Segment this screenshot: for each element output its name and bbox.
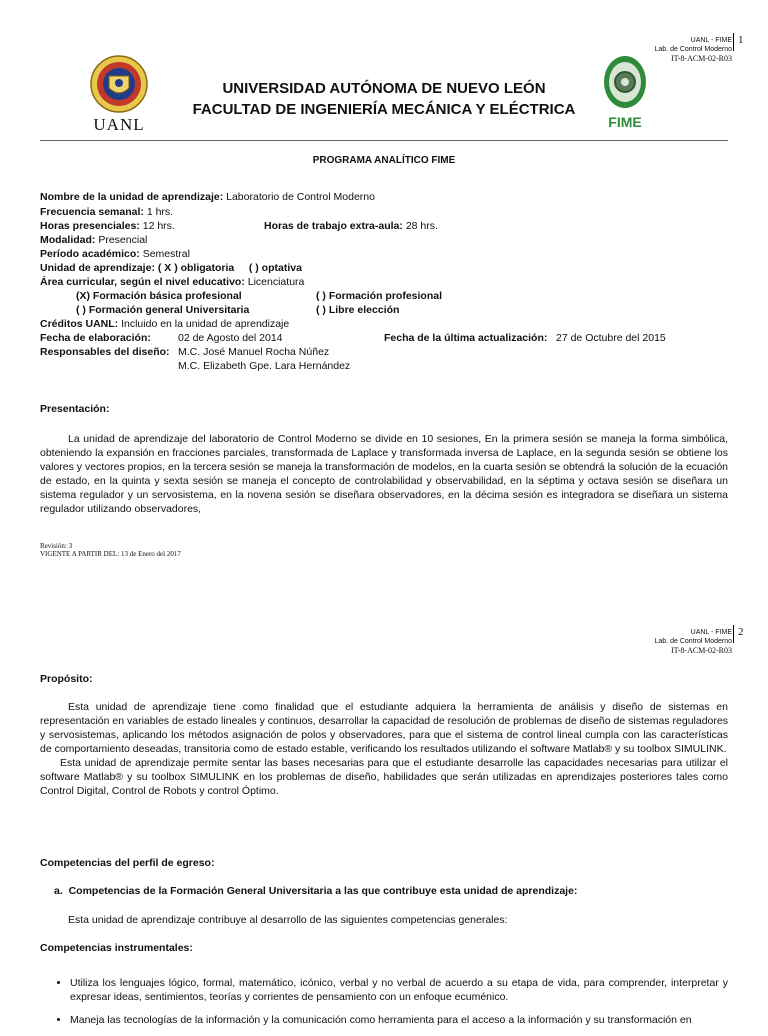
field-name: Nombre de la unidad de aprendizaje: Laboratorio de Control Moderno: [40, 191, 375, 203]
header-code: IT-8-ACM-02-R03: [670, 54, 732, 63]
field-update-value: 27 de Octubre del 2015: [556, 332, 666, 344]
presentation-text: La unidad de aprendizaje del laboratorio de Control Moderno se divide en 10 sesiones, En la primera sesión se maneja la forma simbólica, obteniendo la expansión en fracciones parciales, transformada de Laplace y transformada inversa de Laplace, en la segunda sesión se obtiene los valores y vectores propios, en la tercera sesión se maneja la transformación de modelos, en la cuarta sesión se obtendrá la solución de la ecuación de estado, en la quinta y sexta sesión se maneja el concepto de controlabilidad y observabilidad, en la séptima y octava sesión se diseñara un sistema regulador y un servosistema, en la novena sesión se diseñara observadores, en la décima sesión es integradora se diseñara un sistema regulador utilizando observadores,: [40, 433, 728, 515]
fime-logo-text: FIME: [608, 114, 642, 130]
competencies-heading: Competencias del perfil de egreso:: [40, 857, 215, 869]
field-date-label: Fecha de elaboración:: [40, 332, 151, 344]
field-update-label: Fecha de la última actualización:: [384, 332, 548, 344]
field-resp-label: Responsables del diseño:: [40, 346, 170, 358]
field-extra-hours: Horas de trabajo extra-aula: 28 hrs.: [264, 220, 438, 232]
field-date-value: 02 de Agosto del 2014: [178, 332, 283, 344]
page-number: 1: [738, 34, 744, 46]
option-professional: ( ) Formación profesional: [316, 290, 443, 302]
faculty-name: FACULTAD DE INGENIERÍA MECÁNICA Y ELÉCTRICA: [192, 101, 576, 118]
header-divider: [733, 33, 734, 51]
field-resp-1: M.C. José Manuel Rocha Núñez: [178, 346, 330, 358]
option-free-choice: ( ) Libre elección: [316, 304, 400, 316]
header-code: IT-8-ACM-02-R03: [670, 646, 732, 655]
field-credits: Créditos UANL: Incluido en la unidad de aprendizaje: [40, 318, 290, 330]
uanl-logo-text: UANL: [93, 115, 145, 134]
header-rule: [40, 140, 728, 141]
page1-header: [655, 36, 732, 63]
list-item: • Maneja las tecnologías de la información y la comunicación como herramienta para el acceso a la información y su transformación en: [70, 1013, 728, 1027]
instrumental-list: [40, 976, 728, 1036]
header-org: UANL - FIME: [690, 629, 732, 636]
list-item: • Utiliza los lenguajes lógico, formal, matemático, icónico, verbal y no verbal de acuerdo a su etapa de vida, para comprender, interpretar y expresar ideas, sentimientos, teorías y corrientes de pensamiento con un enfoque ecuménico.: [70, 976, 728, 1004]
competencies-a: a. Competencias de la Formación General Universitaria a las que contribuye esta unidad de aprendizaje:: [54, 885, 578, 897]
field-resp-2: M.C. Elizabeth Gpe. Lara Hernández: [178, 360, 351, 372]
header-org: UANL - FIME: [690, 37, 732, 44]
purpose-heading: Propósito:: [40, 673, 93, 685]
purpose-text: Esta unidad de aprendizaje tiene como finalidad que el estudiante adquiera la herramienta de análisis y diseño de sistemas en representación en variables de estado lineales y continuos, desarrollar la capacidad de resolución de problemas de diseño de sistemas reguladores y servosistemas, aplicando los métodos asignación de polos y observadores, para que el sistema de control lineal cumpla con las características de comportamiento deseadas, transitoria como de estado estable, verificando los resultados utilizando el software Matlab® y su toolbox SIMULINK. Esta unidad de aprendizaje permite sentar las bases necesarias para que el estudiante desarrolle las capacidades necesarias para utilizar el software Matlab® y su toolbox SIMULINK en los problemas de diseño, habilidades que serán utilizadas en aprendizajes posteriores tales como Control Digital, Control de Robots y control Óptimo.: [40, 701, 728, 797]
header-course: Lab. de Control Moderno: [654, 638, 732, 645]
field-hours: Horas presenciales: 12 hrs.: [40, 220, 175, 232]
valid-from: VIGENTE A PARTIR DEL: 13 de Enero del 2017: [40, 550, 181, 558]
university-name: UNIVERSIDAD AUTÓNOMA DE NUEVO LEÓN: [222, 80, 546, 97]
field-unit-type: Unidad de aprendizaje: ( X ) obligatoria ( ) optativa: [40, 262, 302, 274]
header-divider: [733, 625, 734, 643]
field-area: Área curricular, según el nivel educativo: Licenciatura: [40, 276, 305, 288]
field-period: Período académico: Semestral: [40, 248, 190, 260]
page2-header: [655, 628, 732, 655]
field-modality: Modalidad: Presencial: [40, 234, 148, 246]
instrumental-heading: Competencias instrumentales:: [40, 942, 193, 954]
header-course: Lab. de Control Moderno: [654, 46, 732, 53]
presentation-heading: Presentación:: [40, 403, 110, 415]
revision: Revisión: 3: [40, 542, 73, 550]
option-basic-professional: (X) Formación básica profesional: [76, 290, 242, 302]
program-title: PROGRAMA ANALÍTICO FIME: [312, 155, 456, 166]
competencies-intro: Esta unidad de aprendizaje contribuye al desarrollo de las siguientes competencias generales:: [68, 914, 508, 926]
page-number: 2: [738, 626, 744, 638]
option-general-university: ( ) Formación general Universitaria: [76, 304, 250, 316]
field-frequency: Frecuencia semanal: 1 hrs.: [40, 206, 174, 218]
